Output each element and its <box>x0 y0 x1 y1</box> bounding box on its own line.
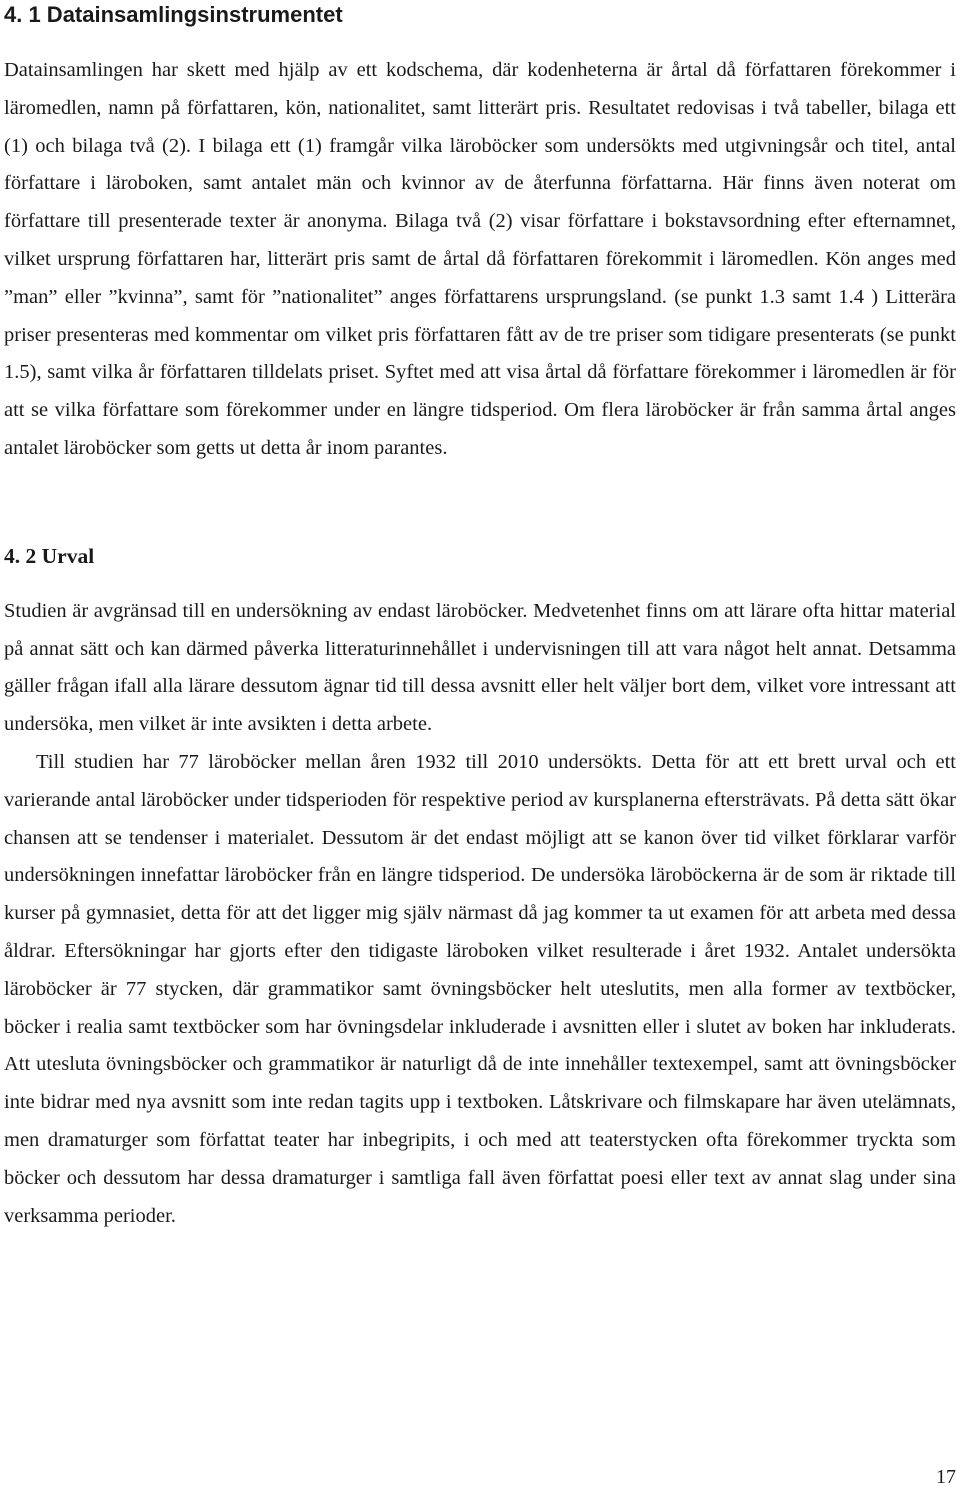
body-paragraph-urval-detaljer: Till studien har 77 läroböcker mellan åren 1932 till 2010 undersökts. Detta för att ett brett urval och ett varierande antal läroböcker under tidsperioden för respektive period av kursplanerna eftersträvats. På detta sätt ökar chansen att se tendenser i materialet. Dessutom är det endast möjligt att se kanon över tid vilket förklarar varför undersökningen innefattar läroböcker från en längre tidsperiod. De undersöka läroböckerna är de som är riktade till kurser på gymnasiet, detta för att det ligger mig själv närmast då jag kommer ta ut examen för att arbeta med dessa åldrar. Eftersökningar har gjorts efter den tidigaste läroboken vilket resulterade i året 1932. Antalet undersökta läroböcker är 77 stycken, där grammatikor samt övningsböcker helt uteslutits, men alla former av textböcker, böcker i realia samt textböcker som har övningsdelar inkluderade i avsnitten eller i slutet av boken har inkluderats. Att utesluta övningsböcker och grammatikor är naturligt då de inte innehåller textexempel, samt att övningsböcker inte bidrar med nya avsnitt som inte redan tagits upp i textboken. Låtskrivare och filmskapare har även utelämnats, men dramaturger som författat teater har inbegripits, i och med att teaterstycken ofta förekommer tryckta som böcker och dessutom har dessa dramaturger i samtliga fall även författat poesi eller text av annat slag under sina verksamma perioder. <box>4 750 956 1227</box>
section-heading-urval: 4. 2 Urval <box>4 543 95 568</box>
body-paragraph-avgransning: Studien är avgränsad till en undersökning av endast läroböcker. Medvetenhet finns om att lärare ofta hittar material på annat sätt och kan därmed påverka litteraturinnehållet i undervisningen till att vara något helt annat. Detsamma gäller frågan ifall alla lärare dessutom ägnar tid till dessa avsnitt eller helt väljer bort dem, vilket vore intressant att undersöka, men vilket är inte avsikten i detta arbete. <box>4 599 956 736</box>
document-page <box>4 0 956 1235</box>
body-paragraph-datainsamling: Datainsamlingen har skett med hjälp av ett kodschema, där kodenheterna är årtal då författaren förekommer i läromedlen, namn på författaren, kön, nationalitet, samt litterärt pris. Resultatet redovisas i två tabeller, bilaga ett (1) och bilaga två (2). I bilaga ett (1) framgår vilka läroböcker som undersökts med utgivningsår och titel, antal författare i läroboken, samt antalet män och kvinnor av de återfunna författarna. Här finns även noterat om författare till presenterade texter är anonyma. Bilaga två (2) visar författare i bokstavsordning efter efternamnet, vilket ursprung författaren har, litterärt pris samt de årtal då författaren förekommit i läromedlen. Kön anges med ”man” eller ”kvinna”, samt för ”nationalitet” anges författarens ursprungsland. (se punkt 1.3 samt 1.4 ) Litterära priser presenteras med kommentar om vilket pris författaren fått av de tre priser som tidigare presenterats (se punkt 1.5), samt vilka år författaren tilldelats priset. Syftet med att visa årtal då författare förekommer i läromedlen är för att se vilka författare som förekommer under en längre tidsperiod. Om flera läroböcker är från samma årtal anges antalet läroböcker som getts ut detta år inom parantes. <box>4 59 956 459</box>
section-heading-wrapper <box>4 543 956 593</box>
page-number: 17 <box>936 1466 956 1488</box>
section-heading-datainsamlingsinstrumentet: 4. 1 Datainsamlingsinstrumentet <box>4 2 343 27</box>
